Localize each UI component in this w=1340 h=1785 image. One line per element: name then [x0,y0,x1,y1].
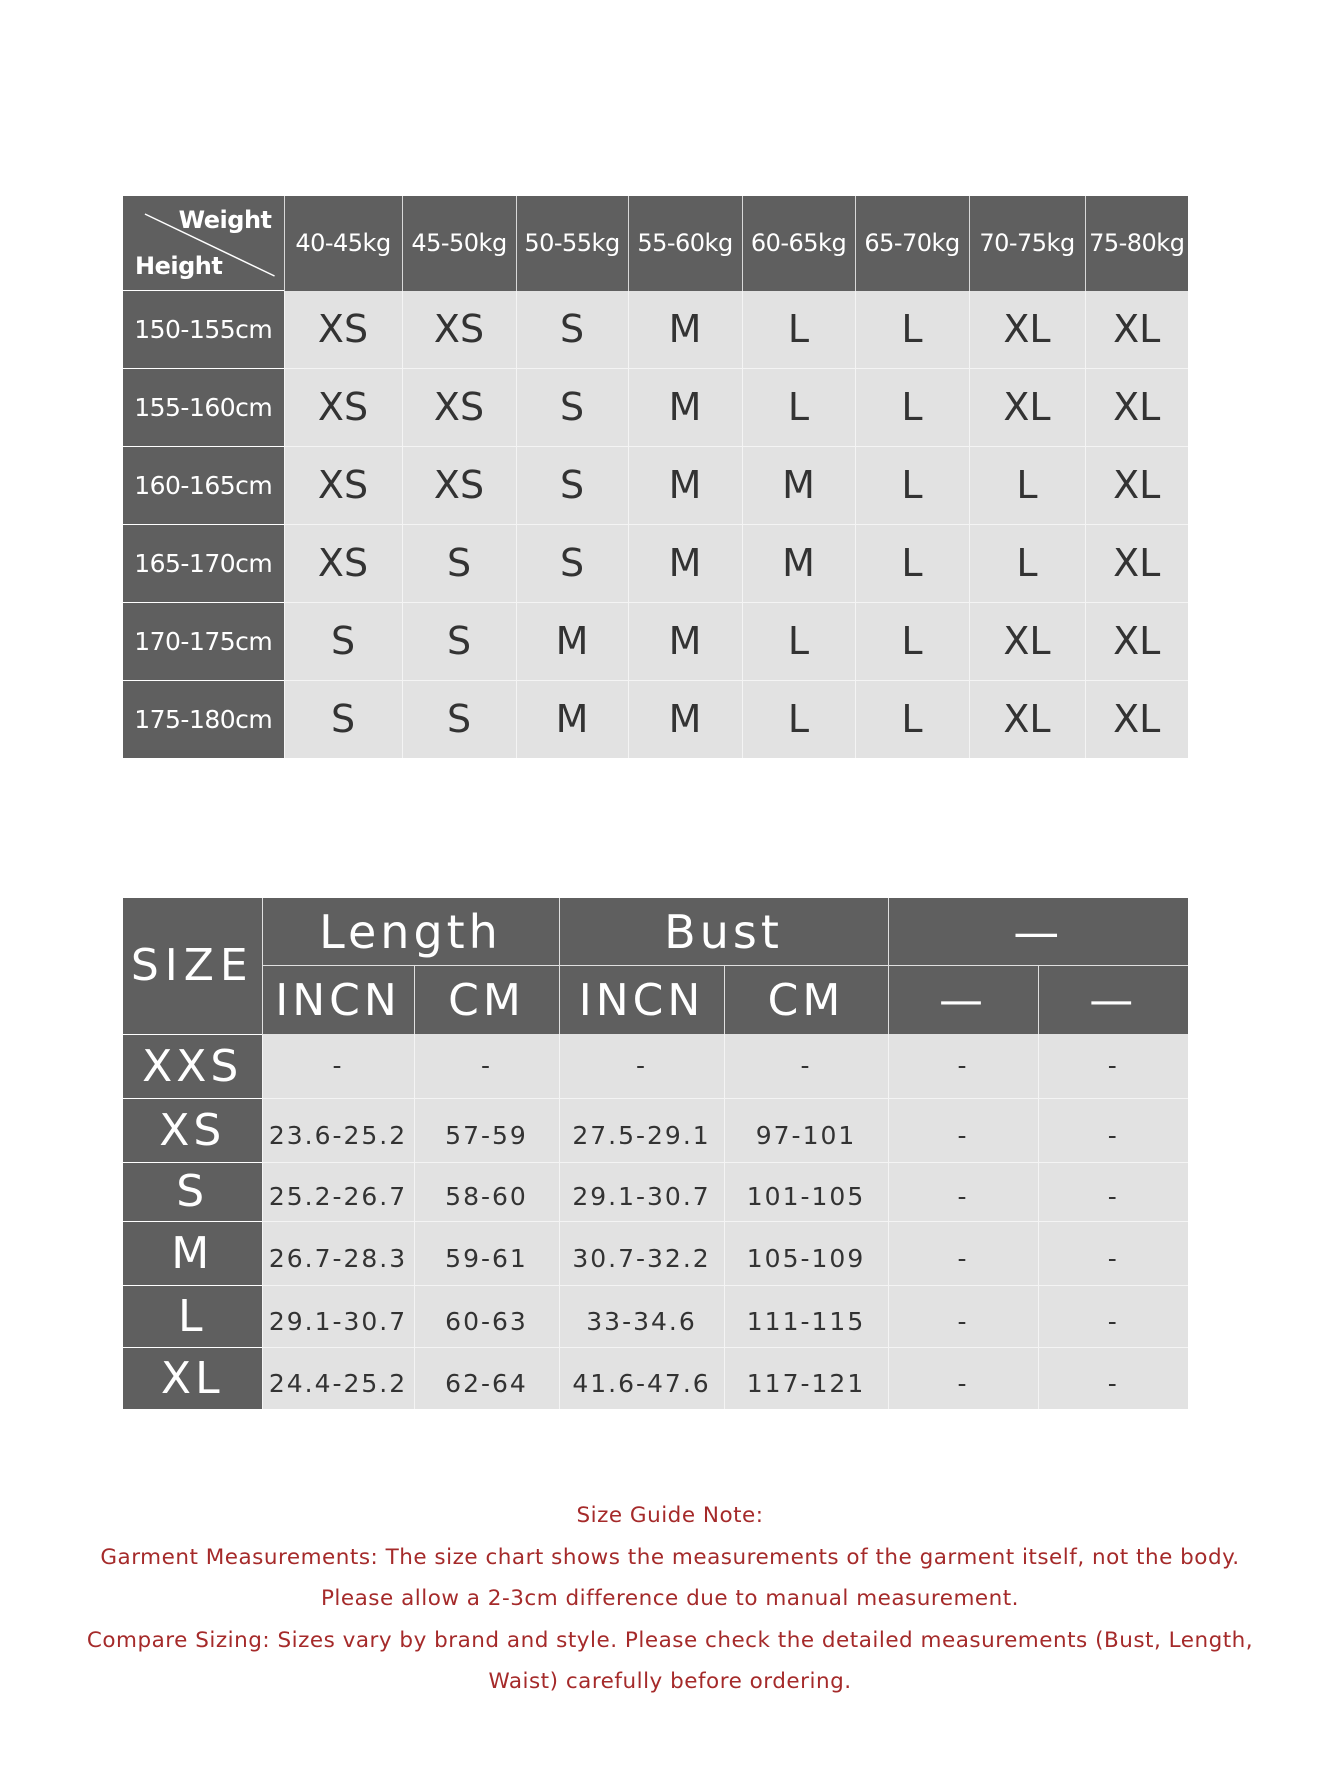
size-label-cell: XXS [123,1034,262,1098]
measurement-cell: - [1038,1034,1188,1098]
unit-header: INCN [559,966,724,1035]
size-label-cell: M [123,1221,262,1285]
measurement-cell: 105-109 [724,1221,888,1285]
size-cell: XS [284,524,402,602]
measurement-cell: - [1038,1098,1188,1162]
height-label: Height [135,252,223,280]
size-label-cell: L [123,1285,262,1347]
height-label-cell: 165-170cm [123,524,284,602]
measurement-cell: - [1038,1347,1188,1409]
size-cell: M [628,446,742,524]
size-cell: XL [1085,446,1188,524]
measurement-cell: 41.6-47.6 [559,1347,724,1409]
measurement-row [123,1221,1188,1285]
measurement-cell: 97-101 [724,1098,888,1162]
size-cell: XS [284,291,402,369]
height-row [123,446,1188,524]
measurement-cell: - [414,1034,559,1098]
unit-header: — [888,966,1038,1035]
size-cell: S [516,524,628,602]
measurement-cell: 24.4-25.2 [262,1347,414,1409]
size-cell: S [402,680,516,758]
note-line: Please allow a 2-3cm difference due to manual measurement. [320,1586,1020,1611]
measurement-row [123,1162,1188,1221]
size-cell: XL [1085,680,1188,758]
measurement-cell: - [724,1034,888,1098]
measurement-body [123,1034,1188,1409]
weight-header: 45-50kg [402,196,516,291]
height-label-cell: 160-165cm [123,446,284,524]
size-cell: L [742,680,855,758]
size-guide-note [0,1495,1340,1703]
measurement-cell: - [888,1098,1038,1162]
measurement-cell: 58-60 [414,1162,559,1221]
size-cell: L [855,524,969,602]
measurement-cell: - [559,1034,724,1098]
weight-header: 75-80kg [1085,196,1188,291]
measurement-cell: - [1038,1285,1188,1347]
measurement-cell: 25.2-26.7 [262,1162,414,1221]
height-row [123,368,1188,446]
measurement-row [123,1285,1188,1347]
size-cell: S [402,602,516,680]
size-cell: S [516,446,628,524]
height-row [123,680,1188,758]
size-cell: M [628,602,742,680]
measurement-cell: - [1038,1162,1188,1221]
size-label-cell: XS [123,1098,262,1162]
corner-cell [123,196,284,291]
size-cell: M [628,680,742,758]
measurement-cell: - [262,1034,414,1098]
measurement-cell: - [888,1162,1038,1221]
size-cell: XS [402,368,516,446]
size-cell: XL [969,368,1085,446]
note-line: Garment Measurements: The size chart shows the measurements of the garment itself, not the body. [100,1544,1240,1570]
size-cell: M [516,680,628,758]
size-cell: M [628,291,742,369]
weight-header: 55-60kg [628,196,742,291]
measurement-cell: 27.5-29.1 [559,1098,724,1162]
measurement-row [123,1347,1188,1409]
measurement-cell: 29.1-30.7 [559,1162,724,1221]
note-line: Waist) carefully before ordering. [488,1669,852,1694]
measurement-cell: 26.7-28.3 [262,1221,414,1285]
size-cell: S [516,291,628,369]
size-cell: L [855,368,969,446]
size-cell: L [855,602,969,680]
note-line: Size Guide Note: [576,1503,764,1528]
size-cell: M [516,602,628,680]
measurement-cell: 23.6-25.2 [262,1098,414,1162]
size-cell: XL [969,680,1085,758]
height-row [123,291,1188,369]
measurement-row [123,1034,1188,1098]
size-cell: M [628,524,742,602]
size-cell: M [742,446,855,524]
measurement-table [123,898,1188,1409]
unit-header: CM [724,966,888,1035]
unit-header: CM [414,966,559,1035]
size-cell: XL [1085,602,1188,680]
height-weight-size-table [123,196,1188,758]
weight-header-row [123,196,1188,291]
size-cell: M [742,524,855,602]
height-label-cell: 150-155cm [123,291,284,369]
size-cell: L [742,368,855,446]
size-cell: L [742,291,855,369]
measurement-cell: 117-121 [724,1347,888,1409]
size-cell: XL [969,602,1085,680]
weight-label: Weight [178,206,272,234]
size-column-header: SIZE [123,898,262,1034]
measurement-cell: 57-59 [414,1098,559,1162]
size-cell: L [855,680,969,758]
weight-header: 50-55kg [516,196,628,291]
measurement-cell: - [888,1221,1038,1285]
measurement-cell: 30.7-32.2 [559,1221,724,1285]
size-cell: S [402,524,516,602]
weight-header: 40-45kg [284,196,402,291]
note-line: Compare Sizing: Sizes vary by brand and style. Please check the detailed measurements (Bust, Length, [86,1627,1254,1653]
size-cell: L [969,524,1085,602]
measurement-cell: 29.1-30.7 [262,1285,414,1347]
size-cell: XL [969,291,1085,369]
measurement-cell: 111-115 [724,1285,888,1347]
size-label-cell: S [123,1162,262,1221]
measurement-cell: - [888,1034,1038,1098]
size-cell: XL [1085,368,1188,446]
size-cell: XS [284,446,402,524]
height-label-cell: 170-175cm [123,602,284,680]
height-weight-body [123,291,1188,758]
measurement-cell: 59-61 [414,1221,559,1285]
measurement-cell: - [888,1347,1038,1409]
size-cell: M [628,368,742,446]
measurement-cell: 101-105 [724,1162,888,1221]
size-cell: XL [1085,524,1188,602]
unit-header: INCN [262,966,414,1035]
unit-header: — [1038,966,1188,1035]
blank-group-header: — [888,898,1188,966]
size-cell: L [969,446,1085,524]
length-group-header: Length [262,898,559,966]
size-cell: L [742,602,855,680]
measurement-unit-row [123,966,1188,1035]
measurement-cell: 60-63 [414,1285,559,1347]
height-label-cell: 175-180cm [123,680,284,758]
measurement-group-row [123,898,1188,966]
measurement-cell: - [888,1285,1038,1347]
measurement-row [123,1098,1188,1162]
size-cell: XS [402,291,516,369]
measurement-cell: 33-34.6 [559,1285,724,1347]
size-cell: S [516,368,628,446]
size-cell: XL [1085,291,1188,369]
size-label-cell: XL [123,1347,262,1409]
size-cell: XS [402,446,516,524]
measurement-cell: 62-64 [414,1347,559,1409]
weight-header: 60-65kg [742,196,855,291]
weight-header: 70-75kg [969,196,1085,291]
height-label-cell: 155-160cm [123,368,284,446]
size-cell: S [284,680,402,758]
bust-group-header: Bust [559,898,888,966]
size-cell: L [855,446,969,524]
measurement-cell: - [1038,1221,1188,1285]
size-cell: L [855,291,969,369]
weight-header: 65-70kg [855,196,969,291]
height-row [123,524,1188,602]
size-cell: S [284,602,402,680]
size-cell: XS [284,368,402,446]
height-row [123,602,1188,680]
